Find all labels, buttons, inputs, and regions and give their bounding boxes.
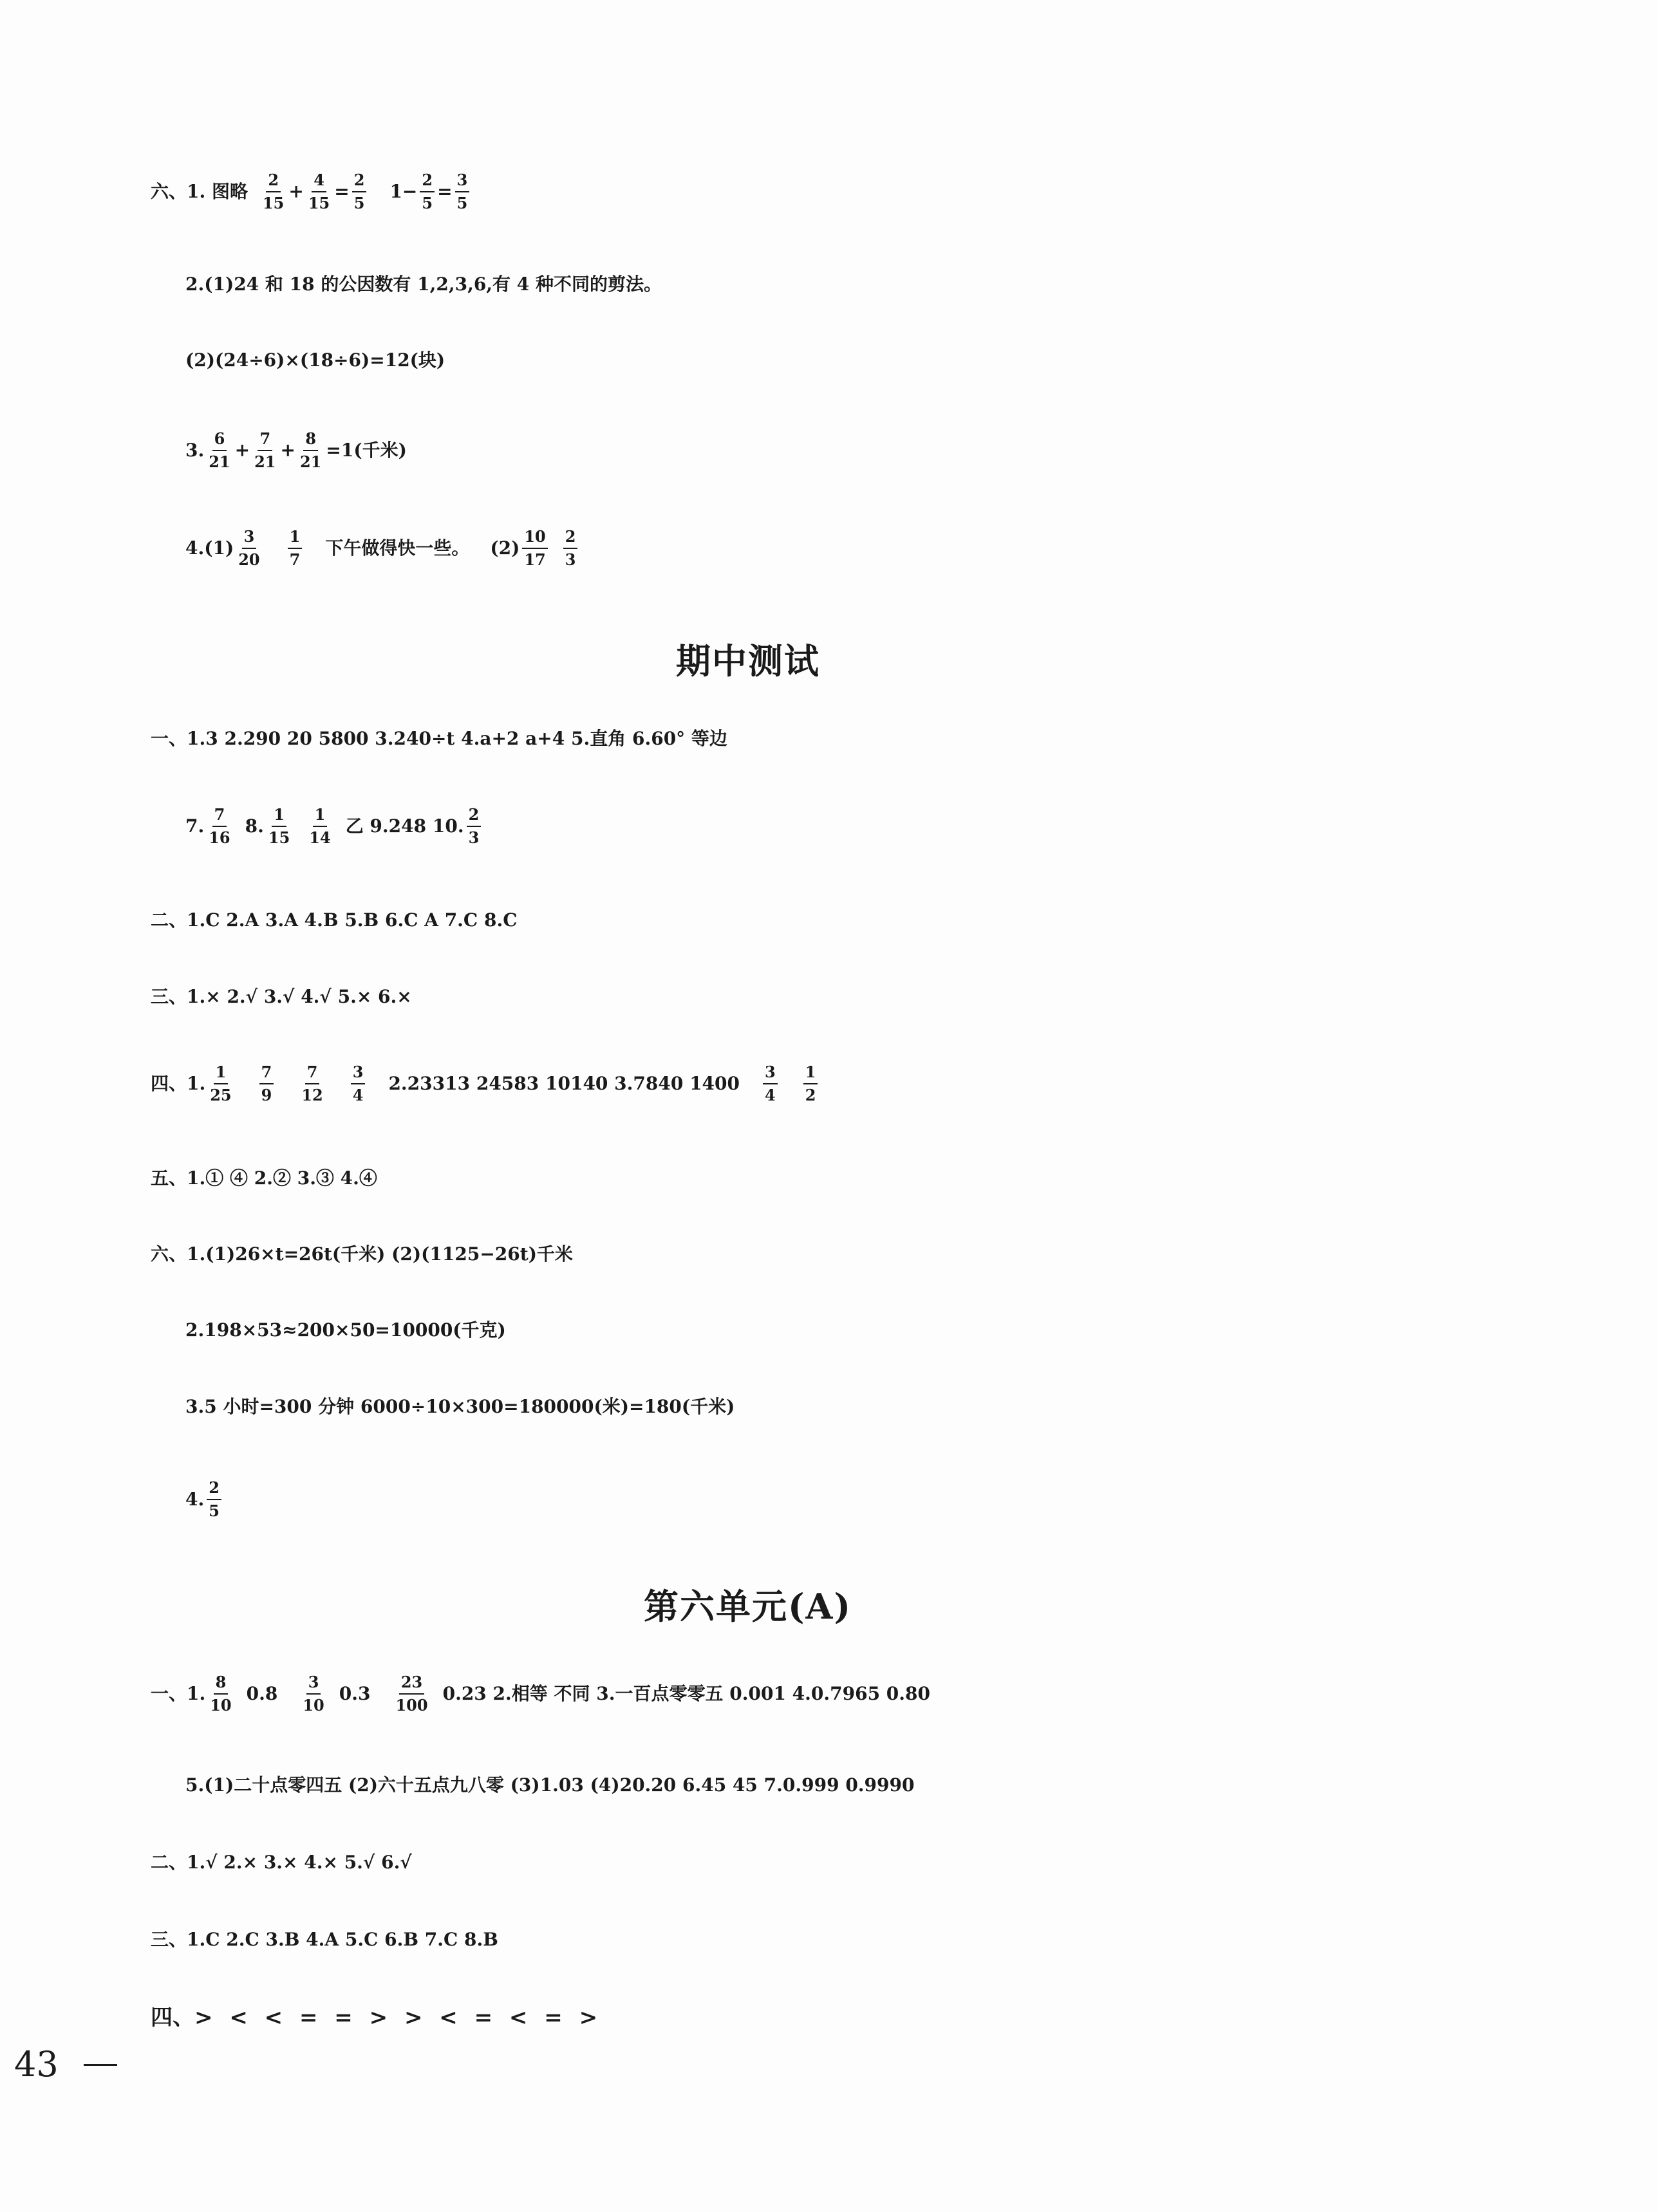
fraction: $\frac{7}{21}$ <box>254 429 276 471</box>
fraction: $\frac{2}{3}$ <box>467 806 482 846</box>
fraction: $\frac{4}{15}$ <box>308 171 330 212</box>
fraction: $\frac{8}{10}$ <box>210 1673 232 1715</box>
midterm-q1b: 7. $\frac{7}{16}$ 8. $\frac{1}{15}$ $\frac{1}{14}$ 乙 9.248 10. $\frac{2}{3}$ <box>185 806 483 846</box>
line-prefix: 六、1. 图略 <box>151 180 248 202</box>
operator: + <box>288 180 304 202</box>
fraction: $\frac{1}{14}$ <box>309 805 331 847</box>
fraction: $\frac{1}{15}$ <box>268 805 290 847</box>
fraction: $\frac{2}{5}$ <box>352 171 367 212</box>
midterm-q4: 四、1. $\frac{1}{25}$ $\frac{7}{9}$ $\frac{7}{12}$ $\frac{3}{4}$ 2.23313 24583 10140 3.7840 1400 $\frac{3}{4}$ $\frac{1}{2}$ <box>151 1063 820 1104</box>
operator: = <box>334 180 350 202</box>
midterm-q3: 三、1.× 2.√ 3.√ 4.√ 5.× 6.× <box>151 986 412 1007</box>
answer-line-6-1 <box>151 171 472 212</box>
fraction: $\frac{2}{5}$ <box>207 1479 221 1520</box>
fraction: $\frac{10}{17}$ <box>522 528 547 568</box>
fraction: $\frac{6}{21}$ <box>209 429 230 471</box>
fraction: $\frac{1}{25}$ <box>210 1063 232 1104</box>
fraction: $\frac{7}{12}$ <box>301 1063 323 1104</box>
section-title-unit6a: 第六单元(A) <box>644 1586 852 1627</box>
operator: = <box>437 180 453 202</box>
fraction: $\frac{3}{20}$ <box>238 527 260 569</box>
fraction: $\frac{3}{4}$ <box>763 1063 778 1104</box>
fraction: $\frac{3}{4}$ <box>351 1063 366 1104</box>
fraction: $\frac{7}{9}$ <box>259 1063 274 1104</box>
fraction: $\frac{3}{10}$ <box>303 1673 324 1715</box>
midterm-q6d: 4. $\frac{2}{5}$ <box>185 1479 224 1520</box>
midterm-q6b: 2.198×53≈200×50=10000(千克) <box>185 1319 506 1341</box>
unit6a-q1b: 5.(1)二十点零四五 (2)六十五点九八零 (3)1.03 (4)20.20 6.45 45 7.0.999 0.9990 <box>185 1774 915 1796</box>
expression: 1− <box>389 180 418 202</box>
unit6a-q4: 四、> < < = = > > < = < = > <box>151 2005 598 2031</box>
fraction: $\frac{3}{5}$ <box>455 171 470 212</box>
fraction: $\frac{8}{21}$ <box>299 429 322 471</box>
unit6a-q1a: 一、1. $\frac{8}{10}$ 0.8 $\frac{3}{10}$ 0.3 $\frac{23}{100}$ 0.23 2.相等 不同 3.一百点零零五 0.001 4.0.7965 0.80 <box>151 1673 931 1715</box>
midterm-q6c: 3.5 小时=300 分钟 6000÷10×300=180000(米)=180(千米) <box>185 1396 735 1417</box>
answer-line-6-3: 3. $\frac{6}{21}$ + $\frac{7}{21}$ + $\frac{8}{21}$ =1(千米) <box>185 429 407 471</box>
answer-line-6-2b: (2)(24÷6)×(18÷6)=12(块) <box>185 349 445 371</box>
answer-line-6-4: 4.(1) $\frac{3}{20}$ $\frac{1}{7}$ 下午做得快一些。 (2) $\frac{10}{17}$ $\frac{2}{3}$ <box>185 528 580 568</box>
fraction: $\frac{2}{3}$ <box>563 528 578 568</box>
midterm-q1a: 一、1.3 2.290 20 5800 3.240÷t 4.a+2 a+4 5.直角 6.60° 等边 <box>151 728 727 749</box>
unit6a-q2: 二、1.√ 2.× 3.× 4.× 5.√ 6.√ <box>151 1852 412 1873</box>
page-number: 43 <box>14 2044 59 2085</box>
fraction: $\frac{2}{5}$ <box>420 171 435 212</box>
unit6a-q3: 三、1.C 2.C 3.B 4.A 5.C 6.B 7.C 8.B <box>151 1929 498 1950</box>
answer-line-6-2a: 2.(1)24 和 18 的公因数有 1,2,3,6,有 4 种不同的剪法。 <box>185 274 662 295</box>
fraction: $\frac{7}{16}$ <box>209 805 230 847</box>
fraction: $\frac{1}{2}$ <box>803 1063 818 1104</box>
fraction: $\frac{23}{100}$ <box>395 1673 428 1715</box>
midterm-q6a: 六、1.(1)26×t=26t(千米) (2)(1125−26t)千米 <box>151 1243 573 1265</box>
fraction: $\frac{2}{15}$ <box>262 171 285 212</box>
page-number-dash <box>84 2064 117 2066</box>
section-title-midterm: 期中测试 <box>676 640 820 682</box>
midterm-q2: 二、1.C 2.A 3.A 4.B 5.B 6.C A 7.C 8.C <box>151 909 518 931</box>
fraction: $\frac{1}{7}$ <box>288 528 303 568</box>
midterm-q5: 五、1.① ④ 2.② 3.③ 4.④ <box>151 1167 377 1189</box>
